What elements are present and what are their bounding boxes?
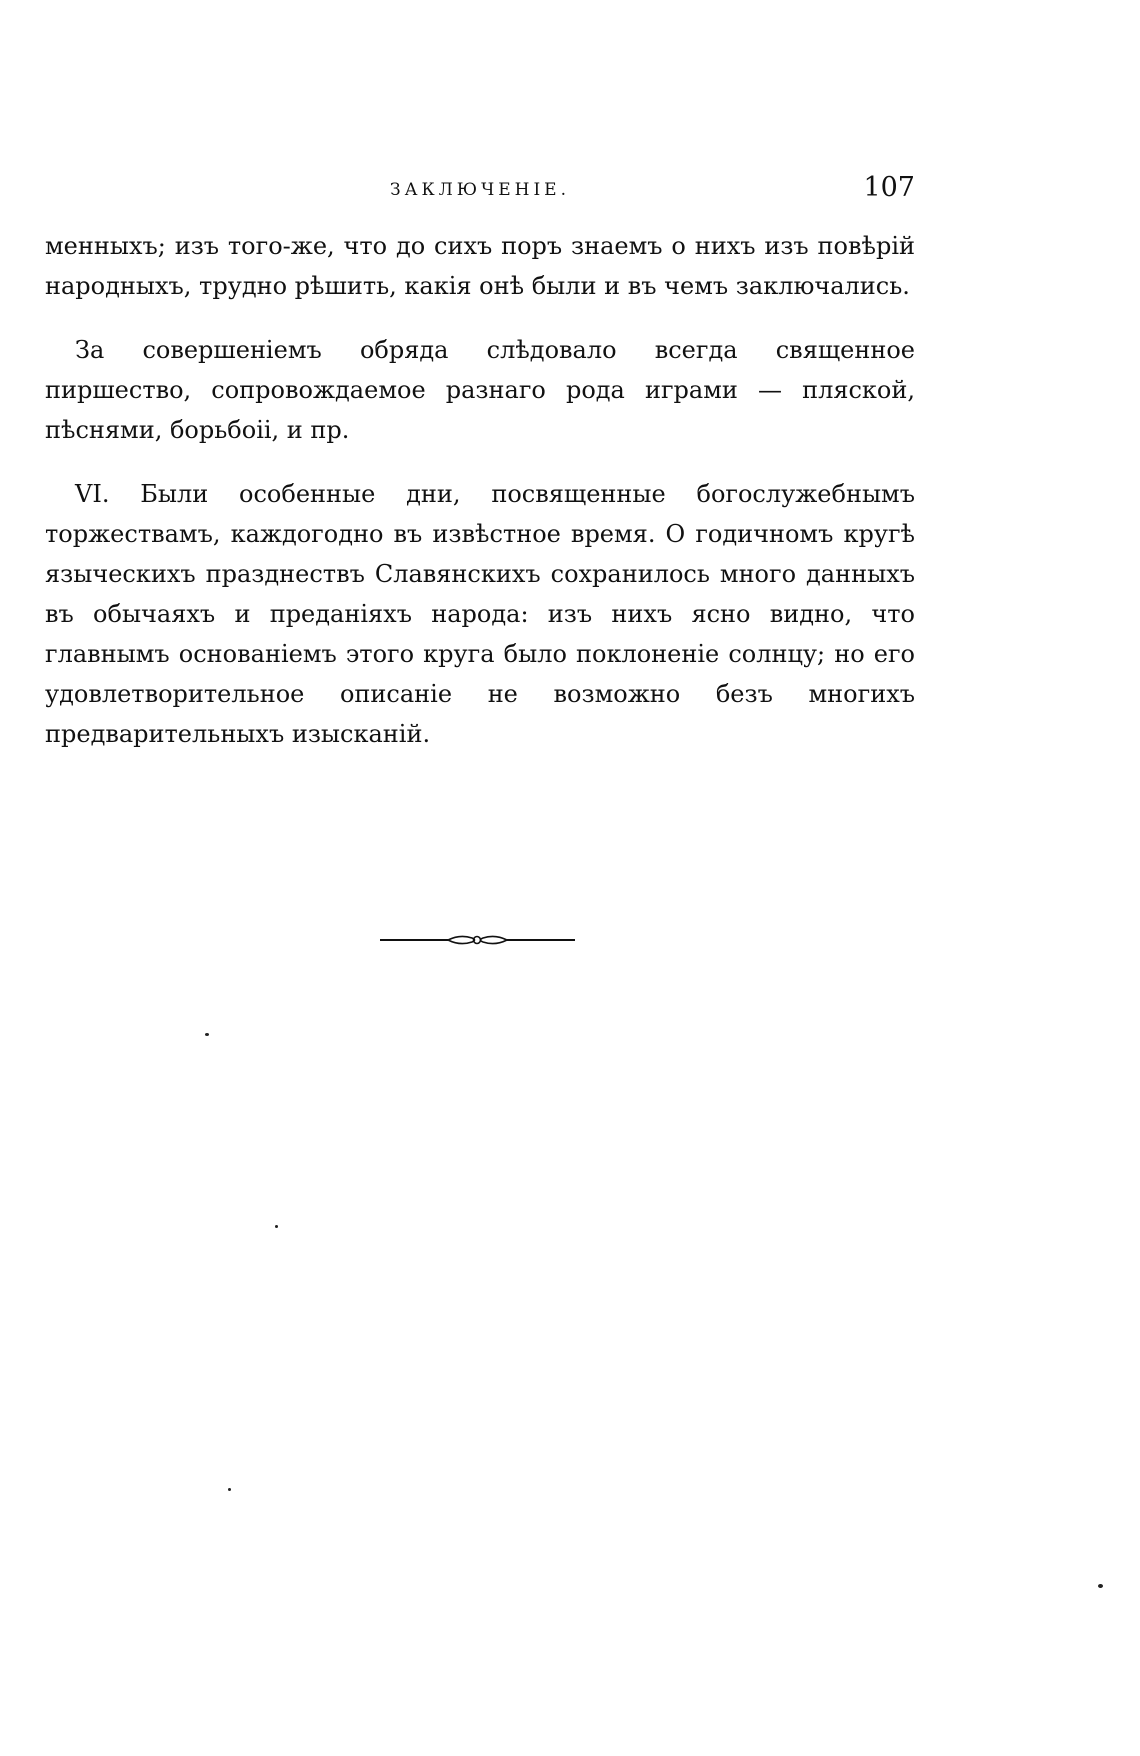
speck-mark xyxy=(1098,1584,1103,1588)
paragraph-section-vi: VI. Были особенные дни, посвященные богослужебнымъ торжествамъ, каждогодно въ извѣстное время. О годичномъ кругѣ языческихъ празднествъ Славянскихъ сохранилось много данныхъ въ обычаяхъ и преданіяхъ народа: изъ нихъ ясно видно, что главнымъ основаніемъ этого круга было поклоненіе солнцу; но его удовлетворительное описаніе не возможно безъ многихъ предварительныхъ изысканій. xyxy=(45,480,915,748)
speck-mark xyxy=(228,1488,231,1491)
paragraph-feast: За совершеніемъ обряда слѣдовало всегда священное пиршество, сопровождаемое разнаго рода играми — пляской, пѣснями, борьбоіі, и пр. xyxy=(45,336,915,444)
paragraph-continuation: менныхъ; изъ того-же, что до сихъ поръ знаемъ о нихъ изъ повѣрій народныхъ, трудно рѣшить, какія онѣ были и въ чемъ заключались. xyxy=(45,232,915,300)
ornament-divider-icon xyxy=(380,930,575,950)
page-header xyxy=(45,172,915,212)
speck-mark xyxy=(205,1033,209,1036)
speck-mark xyxy=(275,1225,278,1228)
body-text xyxy=(45,226,915,754)
running-title: ЗАКЛЮЧЕНІЕ. xyxy=(390,180,570,200)
page-number: 107 xyxy=(863,172,915,203)
